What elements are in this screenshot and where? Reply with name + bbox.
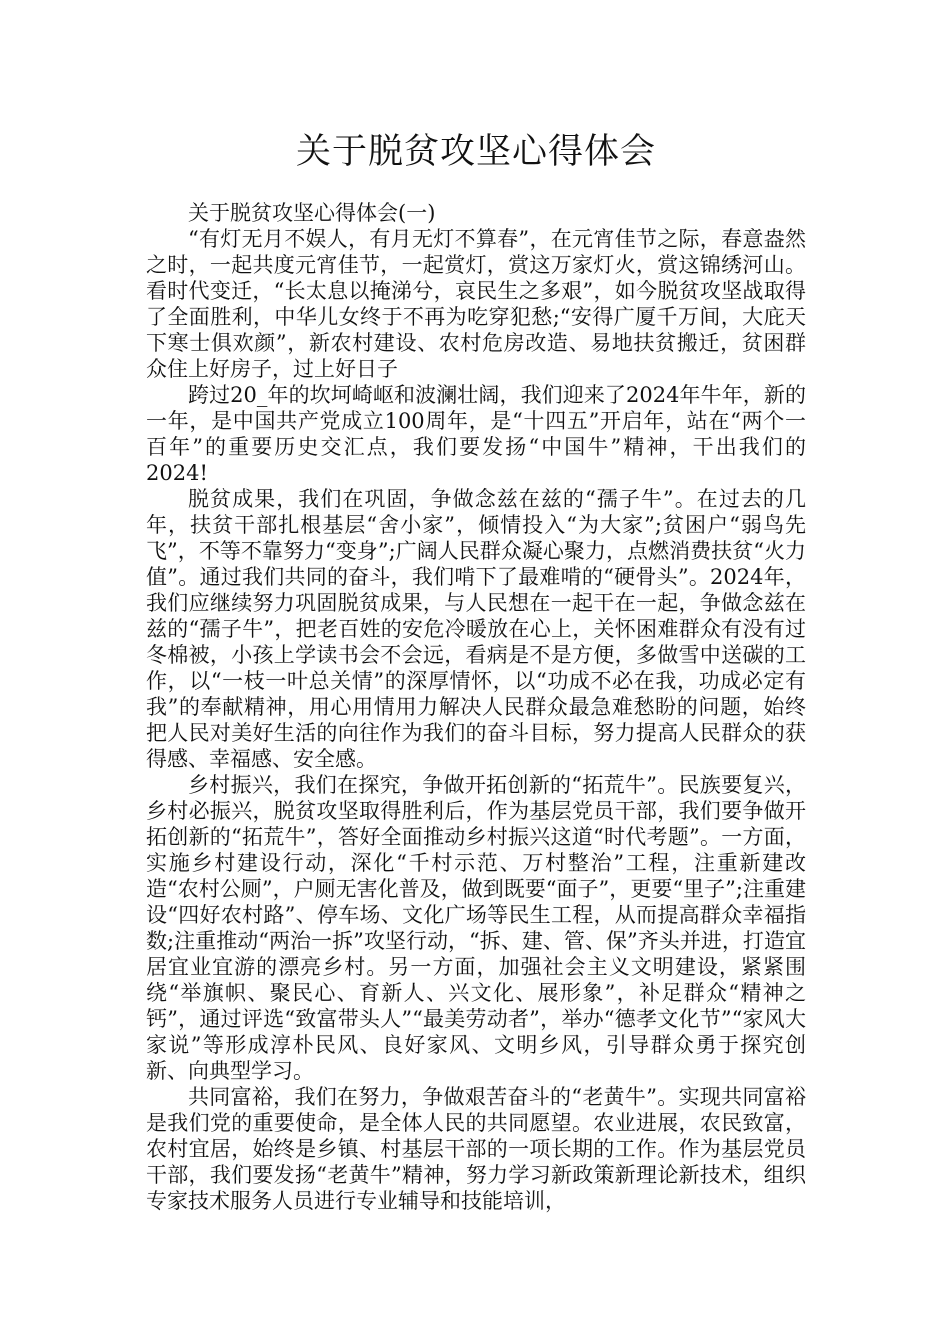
document-body: [146, 200, 806, 1214]
body-paragraph: “有灯无月不娱人，有月无灯不算春”，在元宵佳节之际，春意盎然之时，一起共度元宵佳节，一起赏灯，赏这万家灯火，赏这锦绣河山。看时代变迁，“长太息以掩涕兮，哀民生之多艰”，如今脱贫攻坚战取得了全面胜利，中华儿女终于不再为吃穿犯愁;“安得广厦千万间，大庇天下寒士俱欢颜”，新农村建设、农村危房改造、易地扶贫搬迁，贫困群众住上好房子，过上好日子: [146, 227, 806, 381]
document-page: [146, 0, 806, 1214]
subtitle-paragraph: 关于脱贫攻坚心得体会(一): [188, 201, 436, 225]
body-paragraph: 共同富裕，我们在努力，争做艰苦奋斗的“老黄牛”。实现共同富裕是我们党的重要使命，是全体人民的共同愿望。农业进展，农民致富，农村宜居，始终是乡镇、村基层干部的一项长期的工作。作为基层党员干部，我们要发扬“老黄牛”精神，努力学习新政策新理论新技术，组织专家技术服务人员进行专业辅导和技能培训，: [146, 1085, 806, 1213]
document-title: 关于脱贫攻坚心得体会: [295, 132, 656, 172]
body-paragraph: 脱贫成果，我们在巩固，争做念兹在兹的“孺子牛”。在过去的几年，扶贫干部扎根基层“舍小家”，倾情投入“为大家”;贫困户“弱鸟先飞”，不等不靠努力“变身”;广阔人民群众凝心聚力，点燃消费扶贫“火力值”。通过我们共同的奋斗，我们啃下了最难啃的“硬骨头”。2024年，我们应继续努力巩固脱贫成果，与人民想在一起干在一起，争做念兹在兹的“孺子牛”，把老百姓的安危冷暖放在心上，关怀困难群众有没有过冬棉被，小孩上学读书会不会远，看病是不是方便，多做雪中送碳的工作，以“一枝一叶总关情”的深厚情怀，以“功成不必在我，功成必定有我”的奉献精神，用心用情用力解决人民群众最急难愁盼的问题，始终把人民对美好生活的向往作为我们的奋斗目标，努力提高人民群众的获得感、幸福感、安全感。: [146, 487, 806, 771]
body-paragraph: 跨过20_年的坎坷崎岖和波澜壮阔，我们迎来了2024年牛年，新的一年，是中国共产党成立100周年，是“十四五”开启年，站在“两个一百年”的重要历史交汇点，我们要发扬“中国牛”精神，干出我们的2024!: [146, 383, 806, 485]
body-paragraph: 乡村振兴，我们在探究，争做开拓创新的“拓荒牛”。民族要复兴，乡村必振兴，脱贫攻坚取得胜利后，作为基层党员干部，我们要争做开拓创新的“拓荒牛”，答好全面推动乡村振兴这道“时代考题”。一方面，实施乡村建设行动，深化“千村示范、万村整治”工程，注重新建改造“农村公厕”，户厕无害化普及，做到既要“面子”，更要“里子”;注重建设“四好农村路”、停车场、文化广场等民生工程，从而提高群众幸福指数;注重推动“两治一拆”攻坚行动，“拆、建、管、保”齐头并进，打造宜居宜业宜游的漂亮乡村。另一方面，加强社会主义文明建设，紧紧围绕“举旗帜、聚民心、育新人、兴文化、展形象”，补足群众“精神之钙”，通过评选“致富带头人”“最美劳动者”，举办“德孝文化节”“家风大家说”等形成淳朴民风、良好家风、文明乡风，引导群众勇于探究创新、向典型学习。: [146, 773, 806, 1083]
